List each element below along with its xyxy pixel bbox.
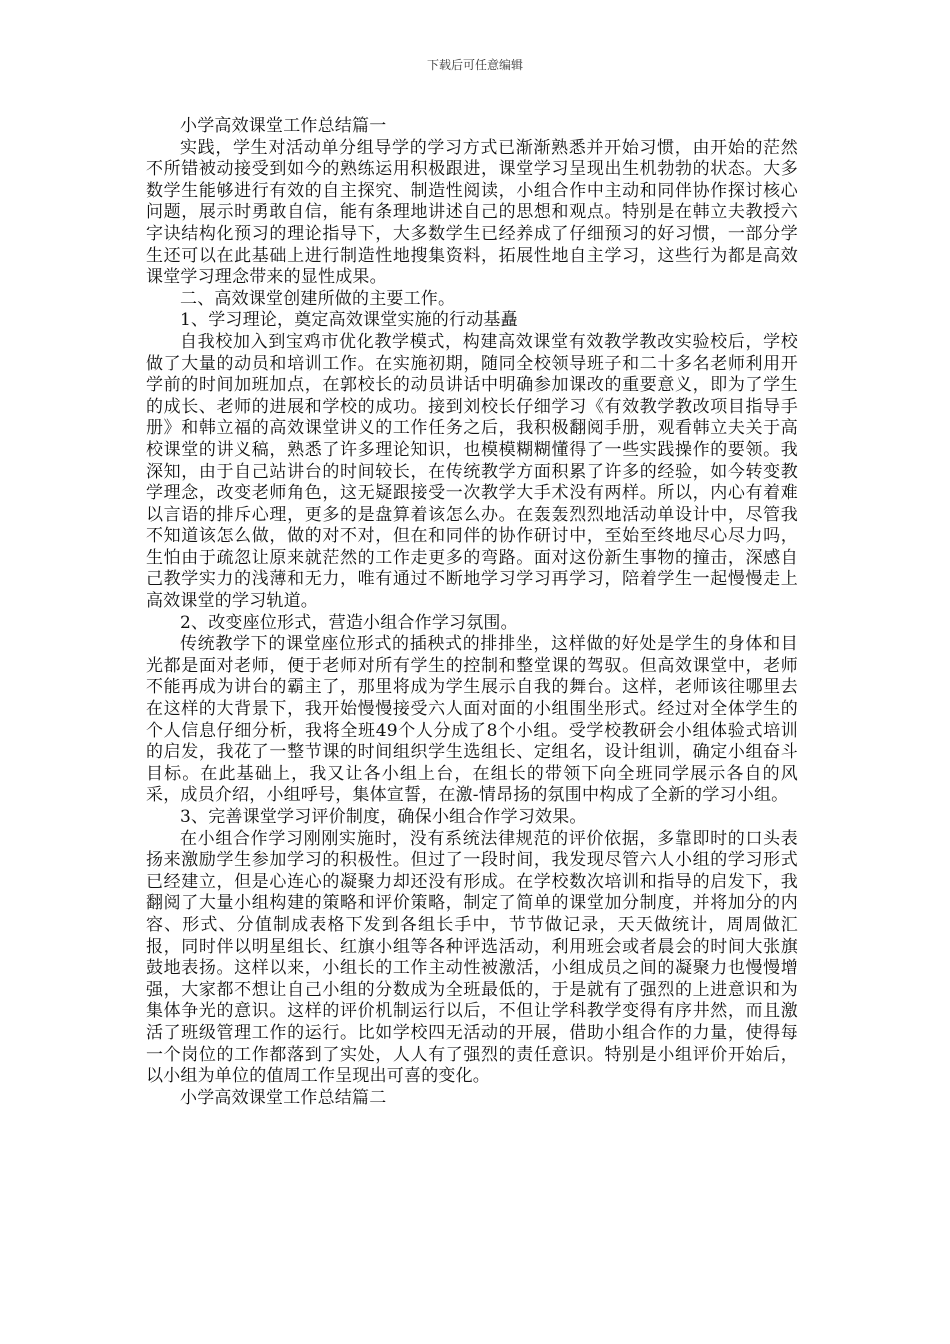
subheading-3: 3、完善课堂学习评价制度，确保小组合作学习效果。 bbox=[180, 807, 587, 827]
section-title-2: 小学高效课堂工作总结篇二 bbox=[180, 1087, 387, 1108]
subheading-2: 2、改变座位形式，营造小组合作学习氛围。 bbox=[180, 612, 518, 633]
paragraph-intro: 实践，学生对活动单分组导学的学习方式已渐渐熟悉并开始习惯，由开始的茫然不所错被动接受到如今的熟练运用积极跟进，课堂学习呈现出生机勃勃的状态。大多数学生能够进行有效的自主探究、制造性阅读，小组合作中主动和同伴协作探讨核心问题，展示时勇敢自信，能有条理地讲述自己的思想和观点。特别是在韩立夫教授六字诀结构化预习的理论指导下，大多数学生已经养成了仔细预习的好习惯，一部分学生还可以在此基础上进行制造性地搜集资料，拓展性地自主学习，这些行为都是高效课堂学习理念带来的显性成果。 bbox=[146, 137, 798, 288]
document-body bbox=[146, 116, 798, 1109]
paragraph-seating: 传统教学下的课堂座位形式的插秧式的排排坐，这样做的好处是学生的身体和目光都是面对老师，便于老师对所有学生的控制和整堂课的驾驭。但高效课堂中，老师不能再成为讲台的霸主了，那里将成为学生展示自我的舞台。这样，老师该往哪里去在这样的大背景下，我开始慢慢接受六人面对面的小组围坐形式。经过对全体学生的个人信息仔细分析，我将全班49个人分成了8个小组。受学校教研会小组体验式培训的启发，我花了一整节课的时间组织学生选组长、定组名，设计组训，确定小组奋斗目标。在此基础上，我又让各小组上台，在组长的带领下向全班同学展示各自的风采，成员介绍，小组呼号，集体宣誓，在激-情昂扬的氛围中构成了全新的学习小组。 bbox=[146, 634, 798, 806]
heading-main-work: 二、高效课堂创建所做的主要工作。 bbox=[180, 288, 456, 309]
section-title-1: 小学高效课堂工作总结篇一 bbox=[180, 116, 387, 136]
subheading-1: 1、学习理论，奠定高效课堂实施的行动基矗 bbox=[180, 310, 518, 331]
paragraph-evaluation: 在小组合作学习刚刚实施时，没有系统法律规范的评价依据，多靠即时的口头表扬来激励学生参加学习的积极性。但过了一段时间，我发现尽管六人小组的学习形式已经建立，但是心连心的凝聚力却还没有形成。在学校数次培训和指导的启发下，我翻阅了大量小组构建的策略和评价策略，制定了简单的课堂加分制度，并将加分的内容、形式、分值制成表格下发到各组长手中，节节做记录，天天做统计，周周做汇报，同时伴以明星组长、红旗小组等各种评选活动，利用班会或者晨会的时间大张旗鼓地表扬。这样以来，小组长的工作主动性被激活，小组成员之间的凝聚力也慢慢增强，大家都不想让自己小组的分数成为全班最低的，于是就有了强烈的上进意识和为集体争光的意识。这样的评价机制运行以后，不但让学科教学变得有序井然，而且激活了班级管理工作的运行。比如学校四无活动的开展，借助小组合作的力量，使得每一个岗位的工作都落到了实处，人人有了强烈的责任意识。特别是小组评价开始后，以小组为单位的值周工作呈现出可喜的变化。 bbox=[146, 828, 798, 1087]
paragraph-theory: 自我校加入到宝鸡市优化教学模式，构建高效课堂有效教学教改实验校后，学校做了大量的动员和培训工作。在实施初期，随同全校领导班子和二十多名老师利用开学前的时间加班加点，在郭校长的动员讲话中明确参加课改的重要意义，即为了学生的成长、老师的进展和学校的成功。接到刘校长仔细学习《有效教学教改项目指导手册》和韩立福的高效课堂讲义的工作任务之后，我积极翻阅手册，观看韩立夫关于高校课堂的讲义稿，熟悉了许多理论知识，也模模糊糊懂得了一些实践操作的要领。我深知，由于自己站讲台的时间较长，在传统教学方面积累了许多的经验，如今转变教学理念，改变老师角色，这无疑跟接受一次教学大手术没有两样。所以，内心有着难以言语的排斥心理，更多的是盘算着该怎么办。在轰轰烈烈地活动单设计中，尽管我不知道该怎么做，做的对不对，但在和同伴的协作研讨中，至始至终地尽心尽力吗，生怕由于疏忽让原来就茫然的工作走更多的弯路。面对这份新生事物的撞击，深感自己教学实力的浅薄和无力，唯有通过不断地学习学习再学习，陪着学生一起慢慢走上高效课堂的学习轨道。 bbox=[146, 331, 798, 612]
page-header: 下载后可任意编辑 bbox=[426, 58, 523, 72]
